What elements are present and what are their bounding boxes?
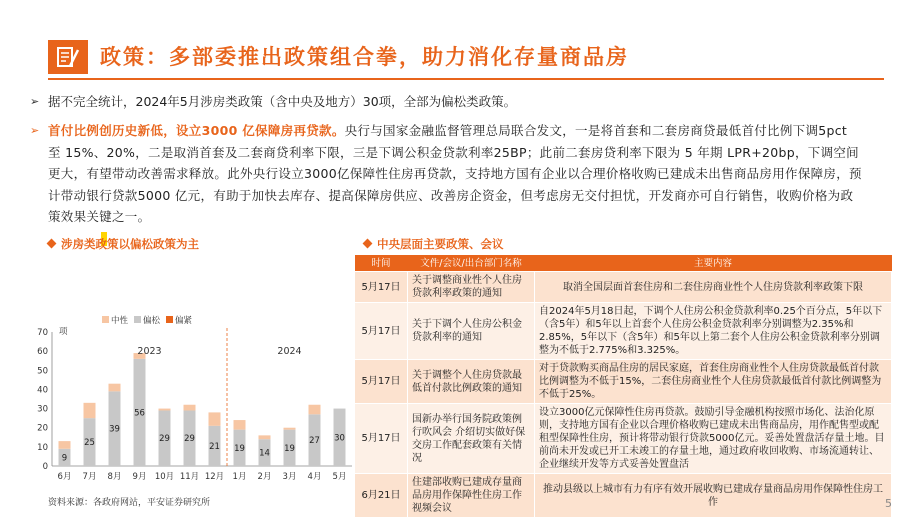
table-cell-time: 5月17日 (355, 360, 408, 404)
table-cell-doc: 关于调整个人住房贷款最低首付款比例政策的通知 (408, 360, 535, 404)
y-tick-label: 60 (37, 347, 48, 358)
bullet-statistics: 据不完全统计，2024年5月涉房类政策（含中央及地方）30项，全部为偏松类政策。 (48, 94, 517, 109)
x-tick-label: 7月 (82, 472, 97, 482)
table-section-title (364, 236, 504, 252)
bar-value-label: 27 (309, 436, 320, 447)
table-header-time: 时间 (355, 255, 408, 272)
x-tick-label: 4月 (307, 472, 322, 482)
chart-section-title (48, 236, 199, 252)
y-tick-label: 0 (42, 462, 48, 472)
table-header-row (355, 255, 892, 272)
y-tick-label: 50 (37, 366, 48, 377)
bar-neutral (234, 420, 246, 430)
table-cell-content: 对于贷款购买商品住房的居民家庭，首套住房商业性个人住房贷款最低首付款比例调整为不低于15%，二套住房商业性个人住房贷款最低首付款比例调整为不低于25%。 (535, 360, 892, 404)
page-number: 5 (885, 497, 892, 510)
bar-neutral (159, 409, 171, 411)
diamond-icon (47, 239, 57, 249)
x-tick-label: 2月 (257, 472, 272, 482)
legend-label: 中性 (111, 316, 129, 326)
table-cell-doc: 国新办举行国务院政策例行吹风会 介绍切实做好保交房工作配套政策有关情况 (408, 404, 535, 474)
title-divider (48, 78, 884, 80)
bullet-body: 央行与国家金融监督管理总局联合发文，一是将首套和二套房商贷最低首付比例下调5pct 至 15%、20%，二是取消首套及二套商贷利率下限，三是下调公积金贷款利率25BP；此前二套房贷利率下限为 5 年期 LPR+20bp，下调空间更大，有望带动改善需求释放。此外央行设立3000亿保障性住房再贷款，支持地方国有企业以合理价格收购已建成未出售商品房用作保障房，预计带动银行贷款5000 亿元，有助于加快去库存、提高保障房供应、改善房企资金，但考虑房无交付担忧，开发商亦可自行销售，收购价格为政策效果关键之一。 (48, 123, 862, 224)
x-tick-label: 10月 (154, 472, 175, 482)
table-row (355, 303, 892, 360)
bar-value-label: 19 (234, 443, 245, 454)
legend-label: 偏紧 (175, 316, 193, 326)
legend-label: 偏松 (143, 316, 161, 326)
x-tick-label: 6月 (57, 472, 72, 482)
table-cell-doc: 住建部收购已建成存量商品房用作保障性住房工作视频会议 (408, 474, 535, 518)
bar-value-label: 14 (259, 448, 270, 459)
y-tick-label: 40 (37, 385, 48, 396)
table-section-title-text: 中央层面主要政策、会议 (377, 237, 504, 251)
bar-neutral (59, 441, 71, 449)
diamond-icon (363, 239, 373, 249)
table-cell-time: 5月17日 (355, 404, 408, 474)
bar-value-label: 19 (284, 443, 295, 454)
table-cell-time: 5月17日 (355, 303, 408, 360)
bar-neutral (209, 412, 221, 425)
bar-neutral (259, 435, 271, 439)
bar-value-label: 29 (184, 434, 195, 445)
x-tick-label: 12月 (204, 472, 225, 482)
bar-neutral (284, 428, 296, 430)
table-row (355, 404, 892, 474)
x-tick-label: 1月 (232, 472, 247, 482)
bar-value-label: 29 (159, 434, 170, 445)
y-tick-label: 10 (37, 442, 48, 453)
x-tick-label: 3月 (282, 472, 297, 482)
table-cell-doc: 关于调整商业性个人住房贷款利率政策的通知 (408, 272, 535, 303)
bullet-highlight: 首付比例创历史新低，设立3000 亿保障房再贷款。 (48, 123, 345, 138)
title-logo (48, 40, 88, 74)
year-label: 2024 (277, 346, 302, 357)
bar-neutral (184, 405, 196, 411)
year-label: 2023 (137, 346, 162, 357)
table-cell-content: 取消全国层面首套住房和二套住房商业性个人住房贷款利率政策下限 (535, 272, 892, 303)
bar-neutral (109, 384, 121, 392)
table-cell-doc: 关于下调个人住房公积金贷款利率的通知 (408, 303, 535, 360)
bar-value-label: 30 (334, 433, 345, 444)
policy-table (354, 255, 892, 518)
legend-swatch (134, 316, 141, 323)
legend-swatch (102, 316, 109, 323)
bar-value-label: 56 (134, 408, 145, 419)
y-tick-label: 70 (37, 328, 48, 338)
y-axis-unit: 项 (59, 327, 68, 337)
table-row (355, 272, 892, 303)
table-cell-content: 设立3000亿元保障性住房再贷款。鼓励引导金融机构按照市场化、法治化原则，支持地方国有企业以合理价格收购已建成未出售商品房，用作配售型或配租型保障性住房，预计将带动银行贷款5000亿元。妥善处置盘活存量土地。目前尚未开发或已开工未竣工的存量土地，通过政府收回收购、市场流通转让、企业继续开发等方式妥善处置盘活 (535, 404, 892, 474)
bar-value-label: 9 (61, 453, 68, 464)
y-tick-label: 30 (37, 404, 48, 415)
document-pen-icon (56, 46, 80, 68)
source-note: 资料来源：各政府网站，平安证券研究所 (48, 498, 211, 508)
page-title: 政策：多部委推出政策组合拳，助力消化存量商品房 (100, 44, 629, 69)
y-tick-label: 20 (37, 423, 48, 434)
x-tick-label: 9月 (132, 472, 147, 482)
table-header-content: 主要内容 (535, 255, 892, 272)
chart-section-title-text: 涉房类政策以偏松政策为主 (61, 237, 199, 251)
table-row (355, 474, 892, 518)
bullet-arrow-icon: ➢ (30, 124, 40, 137)
bullet-policy-paragraph (48, 120, 864, 228)
x-tick-label: 11月 (179, 472, 200, 482)
bullet-arrow-icon: ➢ (30, 95, 40, 108)
policy-count-chart (30, 310, 360, 490)
table-cell-content: 推动县级以上城市有力有序有效开展收购已建成存量商品房用作保障性住房工作 (535, 474, 892, 518)
table-row (355, 360, 892, 404)
bar-value-label: 39 (109, 424, 120, 435)
table-cell-content: 自2024年5月18日起，下调个人住房公积金贷款利率0.25个百分点，5年以下（含5年）和5年以上首套个人住房公积金贷款利率分别调整为2.35%和2.85%，5年以下（含5年）和5年以上第二套个人住房公积金贷款利率分别调整为不低于2.775%和3.325%。 (535, 303, 892, 360)
bar-value-label: 21 (209, 441, 220, 452)
table-cell-time: 5月17日 (355, 272, 408, 303)
x-tick-label: 8月 (107, 472, 122, 482)
bar-neutral (84, 403, 96, 418)
x-tick-label: 5月 (332, 472, 347, 482)
table-cell-time: 6月21日 (355, 474, 408, 518)
bar-neutral (309, 405, 321, 415)
policy-count-chart-svg (30, 310, 360, 490)
legend-swatch (166, 316, 173, 323)
table-header-doc: 文件/会议/出台部门名称 (408, 255, 535, 272)
bar-value-label: 25 (84, 438, 95, 449)
